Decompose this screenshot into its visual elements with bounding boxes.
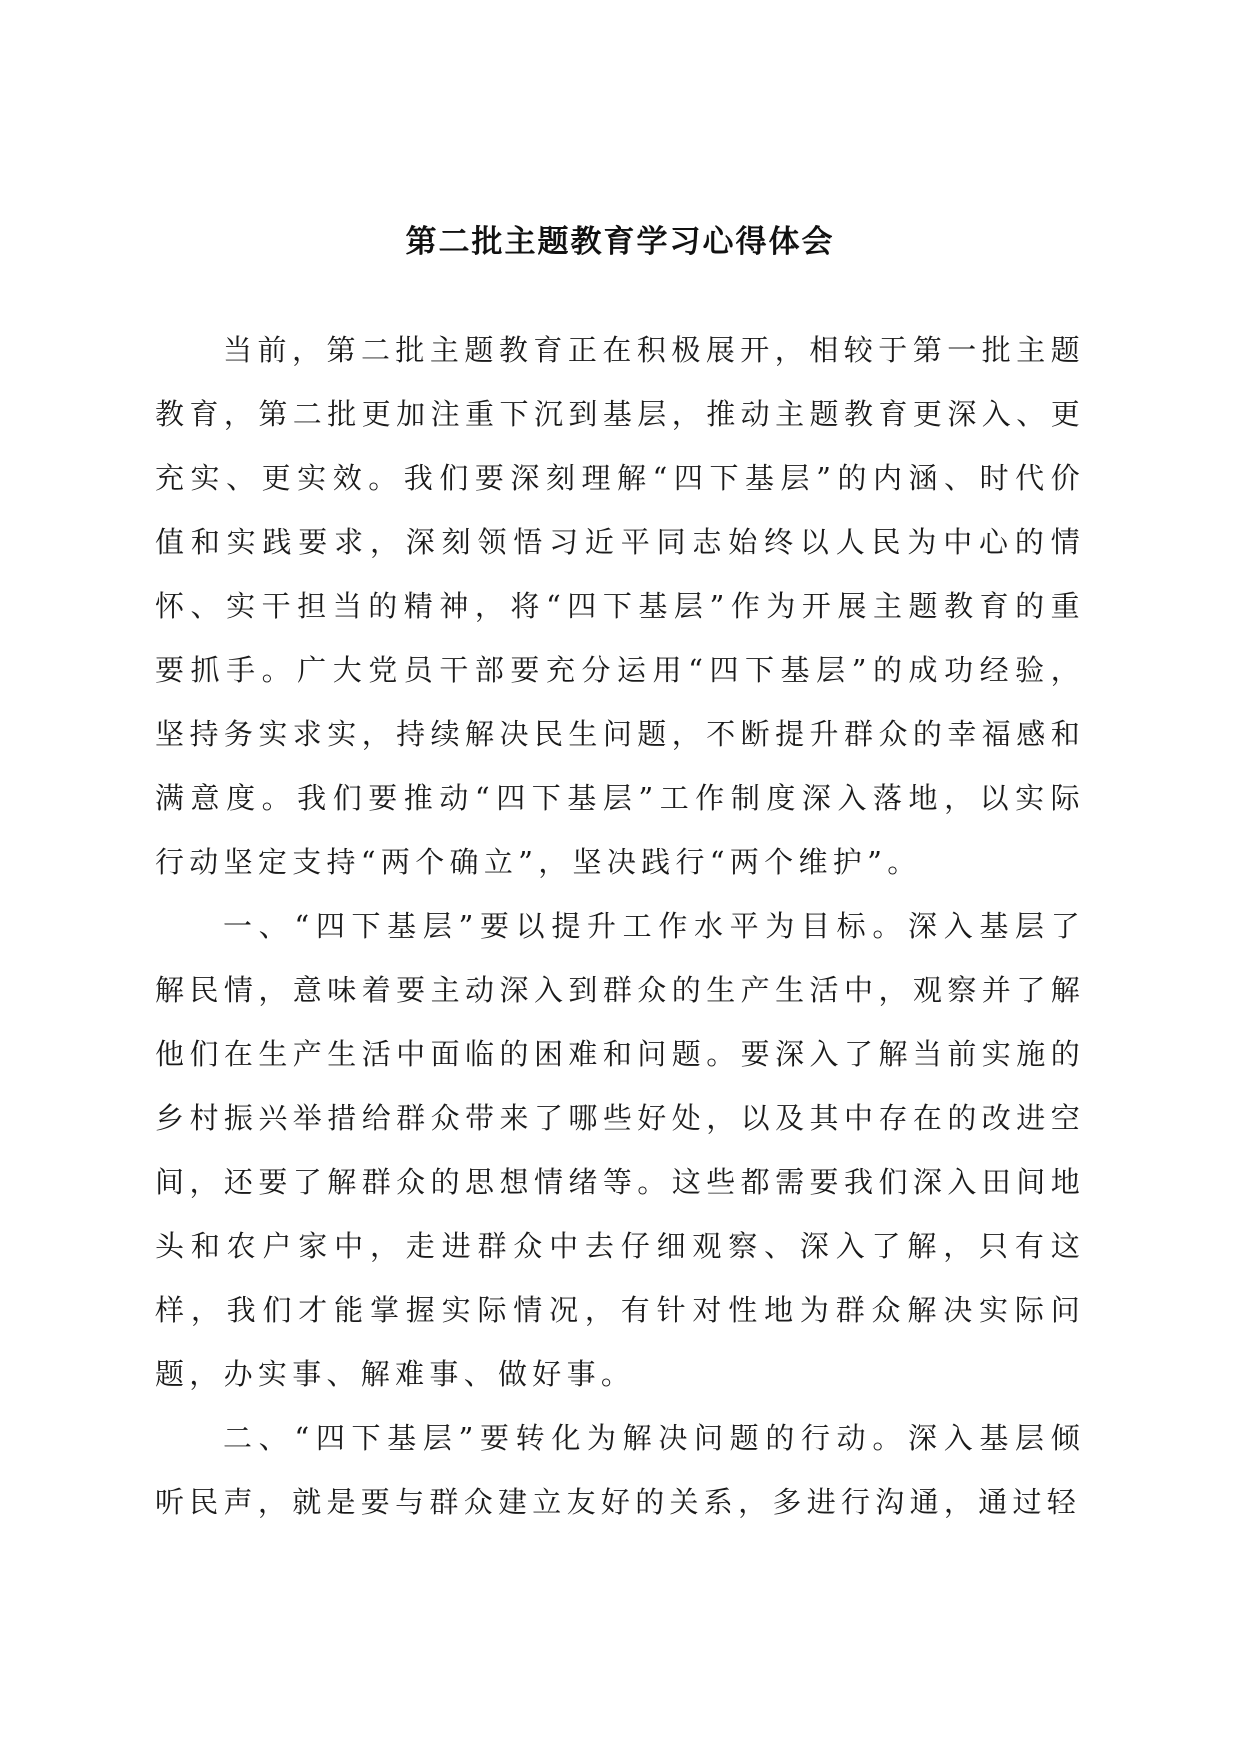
document-body	[155, 318, 1085, 1534]
paragraph-section-2: 二、“四下基层”要转化为解决问题的行动。深入基层倾听民声，就是要与群众建立友好的关系，多进行沟通，通过轻	[155, 1421, 1085, 1519]
paragraph-section-1: 一、“四下基层”要以提升工作水平为目标。深入基层了解民情，意味着要主动深入到群众的生产生活中，观察并了解他们在生产生活中面临的困难和问题。要深入了解当前实施的乡村振兴举措给群众带来了哪些好处，以及其中存在的改进空间，还要了解群众的思想情绪等。这些都需要我们深入田间地头和农户家中，走进群众中去仔细观察、深入了解，只有这样，我们才能掌握实际情况，有针对性地为群众解决实际问题，办实事、解难事、做好事。	[155, 909, 1085, 1391]
document-title: 第二批主题教育学习心得体会	[405, 224, 835, 260]
paragraph-intro: 当前，第二批主题教育正在积极展开，相较于第一批主题教育，第二批更加注重下沉到基层，推动主题教育更深入、更充实、更实效。我们要深刻理解“四下基层”的内涵、时代价值和实践要求，深刻领悟习近平同志始终以人民为中心的情怀、实干担当的精神，将“四下基层”作为开展主题教育的重要抓手。广大党员干部要充分运用“四下基层”的成功经验，坚持务实求实，持续解决民生问题，不断提升群众的幸福感和满意度。我们要推动“四下基层”工作制度深入落地，以实际行动坚定支持“两个确立”，坚决践行“两个维护”。	[155, 333, 1085, 879]
